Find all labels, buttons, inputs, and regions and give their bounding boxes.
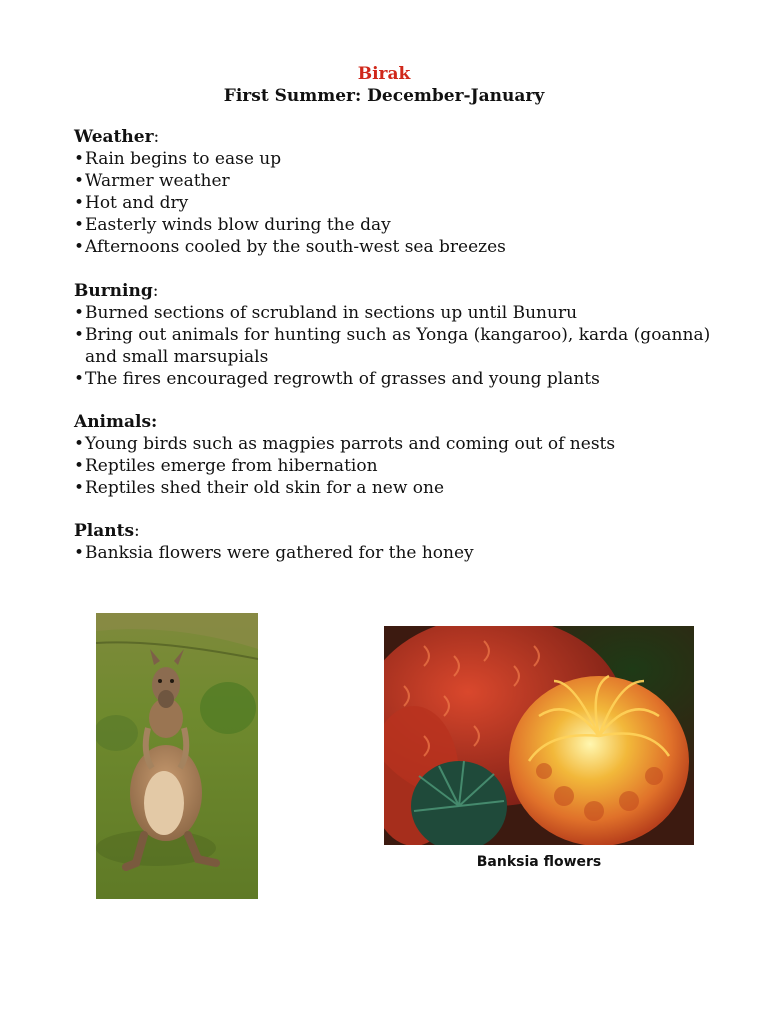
- list-item: • Bring out animals for hunting such as Yonga (kangaroo), karda (goanna) and small marsupials: [74, 325, 711, 367]
- list-item: • Hot and dry: [74, 193, 189, 213]
- kangaroo-photo: [96, 613, 258, 899]
- list-item: • The fires encouraged regrowth of grasses and young plants: [74, 369, 600, 389]
- list-item: • Banksia flowers were gathered for the honey: [74, 543, 474, 563]
- list-item: • Reptiles shed their old skin for a new one: [74, 478, 445, 498]
- burning-heading: Burning:: [74, 281, 159, 301]
- page-subtitle: First Summer: December-January: [223, 86, 545, 106]
- burning-section: [74, 280, 734, 390]
- list-item: • Burned sections of scrubland in sections up until Bunuru: [74, 303, 578, 323]
- list-item: • Rain begins to ease up: [74, 149, 282, 169]
- weather-heading: Weather:: [74, 127, 160, 147]
- banksia-photo: [384, 626, 694, 845]
- banksia-caption: Banksia flowers: [476, 854, 602, 870]
- weather-section: [74, 126, 734, 258]
- list-item: • Easterly winds blow during the day: [74, 215, 391, 235]
- list-item: • Warmer weather: [74, 171, 230, 191]
- animals-section: [74, 411, 734, 499]
- plants-heading: Plants:: [74, 521, 140, 541]
- animals-heading: Animals:: [74, 412, 158, 432]
- list-item: • Young birds such as magpies parrots and coming out of nests: [74, 434, 616, 454]
- plants-section: [74, 520, 734, 564]
- page-title: Birak: [357, 64, 411, 84]
- list-item: • Afternoons cooled by the south-west sea breezes: [74, 237, 506, 257]
- list-item: • Reptiles emerge from hibernation: [74, 456, 378, 476]
